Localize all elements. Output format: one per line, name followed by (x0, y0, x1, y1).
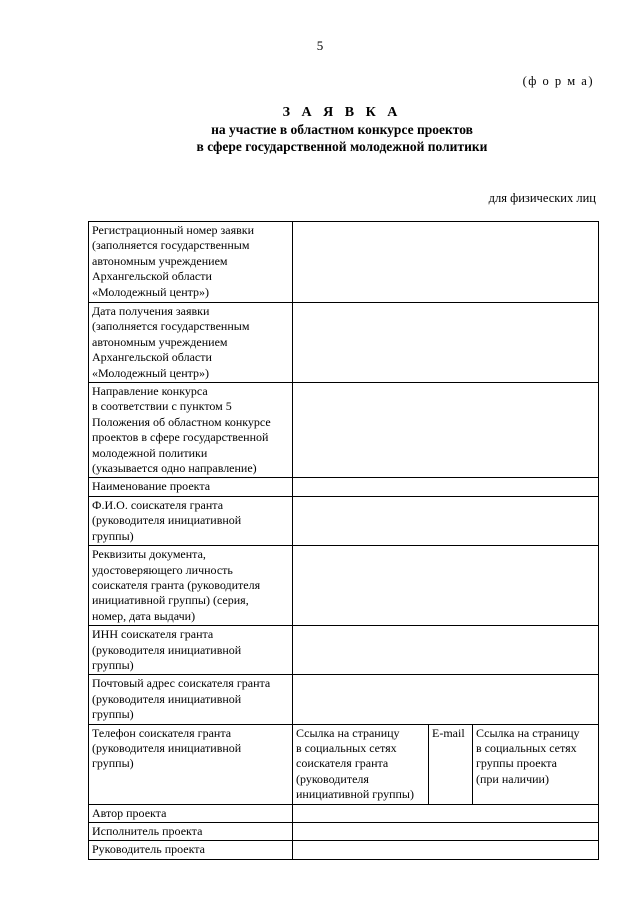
page-number: 5 (316, 38, 324, 53)
row-label-competition-direction: Направление конкурса в соответствии с пунктом 5 Положения об областном конкурсе проектов в сфере государственной молодежной политики (указывается одно направление) (89, 383, 293, 478)
project-executor-field[interactable] (293, 823, 599, 841)
project-group-social-link-cell[interactable]: Ссылка на страницу в социальных сетях группы проекта (при наличии) (473, 724, 599, 804)
title-line-1: З А Я В К А (282, 105, 402, 120)
table-row (89, 626, 599, 675)
table-row (89, 804, 599, 822)
row-label-project-author: Автор проекта (89, 804, 293, 822)
row-label-registration-number: Регистрационный номер заявки (заполняется государственным автономным учреждением Архангельской области «Молодежный центр») (89, 222, 293, 303)
applicant-type-note: для физических лиц (488, 191, 596, 205)
table-row (89, 675, 599, 724)
email-cell[interactable]: E-mail (429, 724, 473, 804)
project-manager-field[interactable] (293, 841, 599, 859)
project-author-field[interactable] (293, 804, 599, 822)
row-label-project-name: Наименование проекта (89, 478, 293, 496)
competition-direction-field[interactable] (293, 383, 599, 478)
project-name-field[interactable] (293, 478, 599, 496)
table-row (89, 303, 599, 383)
row-label-applicant-name: Ф.И.О. соискателя гранта (руководителя инициативной группы) (89, 496, 293, 545)
row-label-project-executor: Исполнитель проекта (89, 823, 293, 841)
applicant-name-field[interactable] (293, 496, 599, 545)
table-row (89, 823, 599, 841)
receipt-date-field[interactable] (293, 303, 599, 383)
table-row (89, 222, 599, 303)
row-label-identity-document: Реквизиты документа, удостоверяющего личность соискателя гранта (руководителя инициативной группы) (серия, номер, дата выдачи) (89, 546, 293, 626)
table-row (89, 478, 599, 496)
row-label-postal-address: Почтовый адрес соискателя гранта (руководителя инициативной группы) (89, 675, 293, 724)
applicant-social-link-cell[interactable]: Ссылка на страницу в социальных сетях соискателя гранта (руководителя инициативной группы) (293, 724, 429, 804)
postal-address-field[interactable] (293, 675, 599, 724)
table-row (89, 724, 599, 804)
inn-field[interactable] (293, 626, 599, 675)
table-row (89, 546, 599, 626)
table-row (89, 841, 599, 859)
application-form-table (88, 221, 599, 860)
registration-number-field[interactable] (293, 222, 599, 303)
row-label-project-manager: Руководитель проекта (89, 841, 293, 859)
document-title (0, 104, 640, 155)
form-label: (ф о р м а) (522, 74, 594, 88)
identity-document-field[interactable] (293, 546, 599, 626)
table-row (89, 496, 599, 545)
title-line-3: в сфере государственной молодежной политики (196, 139, 488, 154)
row-label-phone: Телефон соискателя гранта (руководителя инициативной группы) (89, 724, 293, 804)
row-label-inn: ИНН соискателя гранта (руководителя инициативной группы) (89, 626, 293, 675)
row-label-receipt-date: Дата получения заявки (заполняется государственным автономным учреждением Архангельской области «Молодежный центр») (89, 303, 293, 383)
title-line-2: на участие в областном конкурсе проектов (211, 122, 473, 137)
table-row (89, 383, 599, 478)
